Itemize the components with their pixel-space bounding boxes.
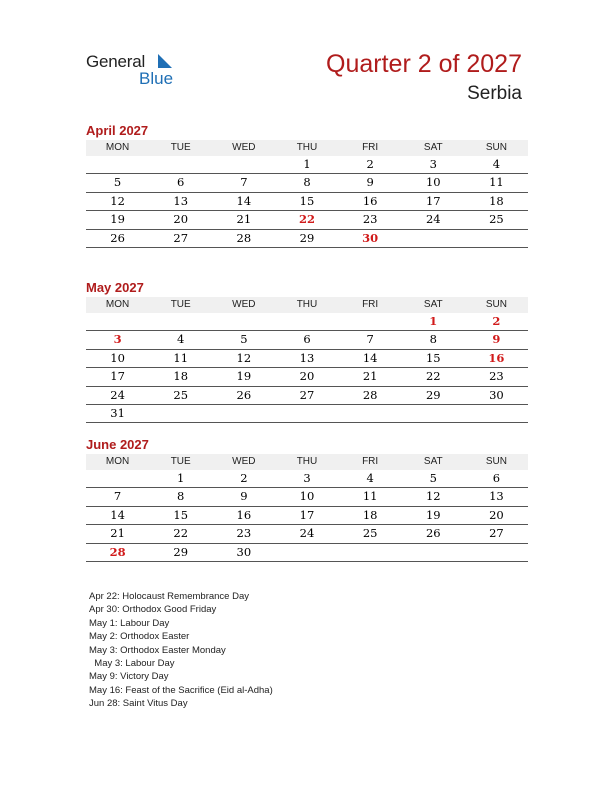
day-cell: 26 [212,386,275,404]
day-cell: 27 [465,525,528,543]
weekday-header: THU [275,140,338,156]
day-cell: 21 [86,525,149,543]
day-cell [149,405,212,423]
weekday-header: SAT [402,140,465,156]
day-cell: 22 [149,525,212,543]
week-row [86,405,528,423]
day-cell: 24 [86,386,149,404]
day-cell: 25 [339,525,402,543]
day-cell [465,229,528,247]
day-cell: 10 [275,488,338,506]
day-cell: 26 [402,525,465,543]
day-cell: 26 [86,229,149,247]
day-cell [402,229,465,247]
day-cell: 5 [212,331,275,349]
month-title: June 2027 [86,437,149,452]
month-april [86,122,528,248]
day-cell: 9 [339,174,402,192]
day-cell: 20 [275,368,338,386]
day-cell: 3 [402,156,465,174]
day-cell [212,405,275,423]
logo-word-blue: Blue [139,69,174,88]
week-row [86,156,528,174]
day-cell: 13 [465,488,528,506]
week-row [86,525,528,543]
country-name: Serbia [467,83,522,104]
day-cell: 4 [149,331,212,349]
day-cell: 16 [339,192,402,210]
holiday-note: May 2: Orthodox Easter [89,631,190,643]
day-cell: 7 [339,331,402,349]
day-cell: 20 [149,211,212,229]
day-cell: 23 [212,525,275,543]
holiday-note: May 1: Labour Day [89,617,170,629]
day-cell: 27 [149,229,212,247]
week-row [86,386,528,404]
day-cell: 10 [86,349,149,367]
weekday-header: SUN [465,140,528,156]
day-cell [339,543,402,561]
day-cell: 19 [402,506,465,524]
day-cell: 12 [212,349,275,367]
day-cell [212,156,275,174]
day-cell [86,313,149,331]
day-cell: 30 [465,386,528,404]
day-cell [86,470,149,488]
day-cell: 29 [149,543,212,561]
day-cell: 15 [275,192,338,210]
weekday-header: FRI [339,454,402,470]
day-cell: 5 [402,470,465,488]
day-cell [275,313,338,331]
day-cell: 1 [149,470,212,488]
day-cell: 15 [402,349,465,367]
weekday-header: SAT [402,297,465,313]
month-calendar-grid [86,454,528,562]
weekday-header: MON [86,140,149,156]
day-cell: 27 [275,386,338,404]
day-cell: 4 [465,156,528,174]
day-cell: 8 [275,174,338,192]
holiday-day-cell: 22 [275,211,338,229]
weekday-header: THU [275,297,338,313]
day-cell [212,313,275,331]
month-june [86,436,528,562]
day-cell: 7 [86,488,149,506]
week-row [86,174,528,192]
day-cell: 29 [275,229,338,247]
holiday-day-cell: 3 [86,331,149,349]
day-cell: 22 [402,368,465,386]
week-row [86,488,528,506]
day-cell: 30 [212,543,275,561]
day-cell: 31 [86,405,149,423]
holiday-day-cell: 16 [465,349,528,367]
weekday-header: SAT [402,454,465,470]
day-cell: 12 [86,192,149,210]
month-may [86,279,528,423]
day-cell: 18 [465,192,528,210]
day-cell: 18 [149,368,212,386]
day-cell: 13 [149,192,212,210]
day-cell: 12 [402,488,465,506]
month-calendar-grid [86,140,528,248]
weekday-header: MON [86,297,149,313]
week-row [86,506,528,524]
month-title: April 2027 [86,123,149,138]
day-cell: 11 [149,349,212,367]
day-cell [275,543,338,561]
day-cell: 5 [86,174,149,192]
day-cell: 4 [339,470,402,488]
day-cell: 6 [149,174,212,192]
weekday-header: FRI [339,140,402,156]
day-cell: 13 [275,349,338,367]
day-cell: 8 [149,488,212,506]
week-row [86,211,528,229]
day-cell: 16 [212,506,275,524]
day-cell [275,405,338,423]
weekday-header: WED [212,140,275,156]
holiday-day-cell: 30 [339,229,402,247]
day-cell: 25 [465,211,528,229]
week-row [86,349,528,367]
week-row [86,543,528,561]
holiday-note: May 3: Labour Day [89,658,175,670]
day-cell [339,405,402,423]
day-cell: 14 [86,506,149,524]
day-cell: 28 [212,229,275,247]
day-cell: 24 [402,211,465,229]
weekday-header: FRI [339,297,402,313]
day-cell [465,405,528,423]
holiday-day-cell: 9 [465,331,528,349]
day-cell: 28 [339,386,402,404]
day-cell: 1 [275,156,338,174]
week-row [86,229,528,247]
day-cell: 2 [212,470,275,488]
day-cell: 17 [86,368,149,386]
day-cell: 2 [339,156,402,174]
page-title: Quarter 2 of 2027 [326,50,522,78]
weekday-header: SUN [465,297,528,313]
day-cell: 15 [149,506,212,524]
day-cell [402,543,465,561]
holiday-note: Apr 22: Holocaust Remembrance Day [89,591,249,602]
day-cell: 6 [465,470,528,488]
day-cell: 24 [275,525,338,543]
weekday-header: TUE [149,140,212,156]
week-row [86,192,528,210]
day-cell: 9 [212,488,275,506]
holiday-note: May 3: Orthodox Easter Monday [89,644,226,656]
month-calendar-grid [86,297,528,423]
day-cell: 14 [212,192,275,210]
day-cell: 29 [402,386,465,404]
day-cell: 6 [275,331,338,349]
day-cell [149,156,212,174]
holiday-note: May 9: Victory Day [89,671,169,683]
day-cell: 8 [402,331,465,349]
weekday-header: SUN [465,454,528,470]
holiday-note: Apr 30: Orthodox Good Friday [89,604,217,616]
holiday-day-cell: 28 [86,543,149,561]
day-cell: 17 [402,192,465,210]
day-cell: 7 [212,174,275,192]
day-cell: 18 [339,506,402,524]
day-cell: 10 [402,174,465,192]
weekday-header: WED [212,454,275,470]
holiday-list [89,590,273,711]
week-row [86,313,528,331]
month-title: May 2027 [86,280,144,295]
day-cell: 25 [149,386,212,404]
holiday-note: Jun 28: Saint Vitus Day [89,698,188,710]
day-cell: 23 [339,211,402,229]
day-cell [149,313,212,331]
day-cell: 21 [212,211,275,229]
brand-logo [86,52,196,92]
weekday-header: TUE [149,454,212,470]
day-cell: 11 [339,488,402,506]
day-cell: 11 [465,174,528,192]
holiday-day-cell: 1 [402,313,465,331]
week-row [86,368,528,386]
logo-word-general: General [86,52,146,71]
weekday-header: WED [212,297,275,313]
day-cell: 3 [275,470,338,488]
day-cell [402,405,465,423]
day-cell [86,156,149,174]
weekday-header: MON [86,454,149,470]
weekday-header: THU [275,454,338,470]
day-cell: 19 [212,368,275,386]
day-cell: 14 [339,349,402,367]
holiday-day-cell: 2 [465,313,528,331]
week-row [86,331,528,349]
week-row [86,470,528,488]
day-cell: 21 [339,368,402,386]
day-cell: 17 [275,506,338,524]
weekday-header: TUE [149,297,212,313]
day-cell: 20 [465,506,528,524]
holiday-note: May 16: Feast of the Sacrifice (Eid al-Adha) [89,684,273,696]
logo-triangle-icon [158,54,172,68]
day-cell: 23 [465,368,528,386]
day-cell: 19 [86,211,149,229]
day-cell [339,313,402,331]
day-cell [465,543,528,561]
